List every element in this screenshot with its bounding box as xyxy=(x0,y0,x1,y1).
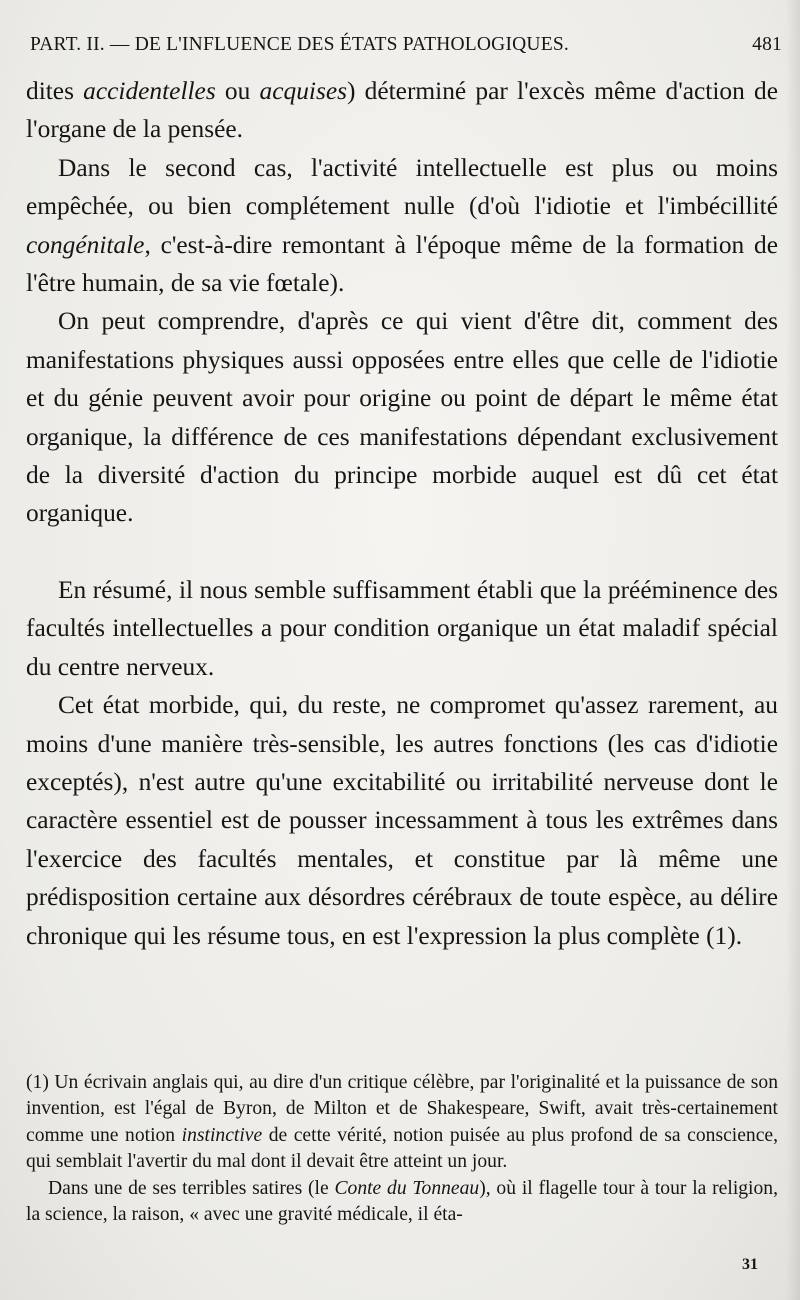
footnote-continuation-end: ), où il flagelle tour à tour la religion, la science, la raison, « avec une gravité médicale, il éta- xyxy=(26,1177,778,1226)
paragraph-4: En résumé, il nous semble suffisamment établi que la prééminence des facultés intellectuelles a pour condition organique un état maladif spécial du centre nerveux. xyxy=(26,575,778,681)
footnote-1-end: de cette vérité, notion puisée au plus profond de sa conscience, qui semblait l'avertir du mal dont il devait être atteint un jour. xyxy=(26,1124,778,1173)
footnote-continuation xyxy=(26,1176,778,1229)
paragraph-2 xyxy=(26,149,778,303)
footnote-1-start: (1) Un écrivain anglais qui, au dire d'un critique célèbre, par l'originalité et la puissance de son invention, est l'égal de Byron, de Milton et de Shakespeare, Swift, avait très-certainement comme une notion xyxy=(26,1072,778,1146)
paragraph-5: Cet état morbide, qui, du reste, ne compromet qu'assez rarement, au moins d'une manière très-sensible, les autres fonctions (les cas d'idiotie exceptés), n'est autre qu'une excitabilité ou irritabilité nerveuse dont le caractère essentiel est de pousser incessamment à tous les extrêmes dans l'exercice des facultés mentales, et constitue par là même une prédisposition certaine aux désordres cérébraux de toute espèce, au délire chronique qui les résume tous, en est l'expression la plus complète (1). xyxy=(26,691,778,950)
paragraph-1-emphasis-2: acquises xyxy=(259,77,347,105)
paragraph-1-end: ) déterminé par l'excès même d'action de l'organe de la pensée. xyxy=(26,77,778,144)
paragraph-3: On peut comprendre, d'après ce qui vient d'être dit, comment des manifestations physiques aussi opposées entre elles que celle de l'idiotie et du génie peuvent avoir pour origine ou point de départ le même état organique, la différence de ces manifestations dépendant exclusivement de la diversité d'action du principe morbide auquel est dû cet état organique. xyxy=(26,307,778,528)
signature-mark: 31 xyxy=(742,1256,758,1273)
footnote-1 xyxy=(26,1070,778,1176)
paragraph-1-start: dites xyxy=(26,77,84,105)
paragraph-1-emphasis-1: accidentelles xyxy=(83,77,216,105)
page-number: 481 xyxy=(752,34,782,55)
footnote-continuation-start: Dans une de ses terribles satires (le xyxy=(48,1177,335,1199)
running-header xyxy=(30,34,782,64)
paragraph-2-end: , c'est-à-dire remontant à l'époque même de la formation de l'être humain, de sa vie fœtale). xyxy=(26,230,778,298)
paragraph-1-middle: ou xyxy=(215,77,260,105)
running-title: PART. II. — DE L'INFLUENCE DES ÉTATS PATHOLOGIQUES. xyxy=(30,34,569,55)
footnotes xyxy=(26,1070,778,1228)
page-edge-shadow xyxy=(786,0,800,1300)
footnote-1-emphasis: instinctive xyxy=(181,1124,263,1146)
paragraph-2-start: Dans le second cas, l'activité intellectuelle est plus ou moins empêchée, ou bien complétement nulle (d'où l'idiotie et l'imbécillité xyxy=(26,153,778,221)
paragraph-1 xyxy=(26,72,778,149)
paragraph-2-emphasis: congénitale xyxy=(26,230,145,259)
main-text xyxy=(26,72,778,955)
footnote-continuation-emphasis: Conte du Tonneau xyxy=(334,1177,480,1199)
